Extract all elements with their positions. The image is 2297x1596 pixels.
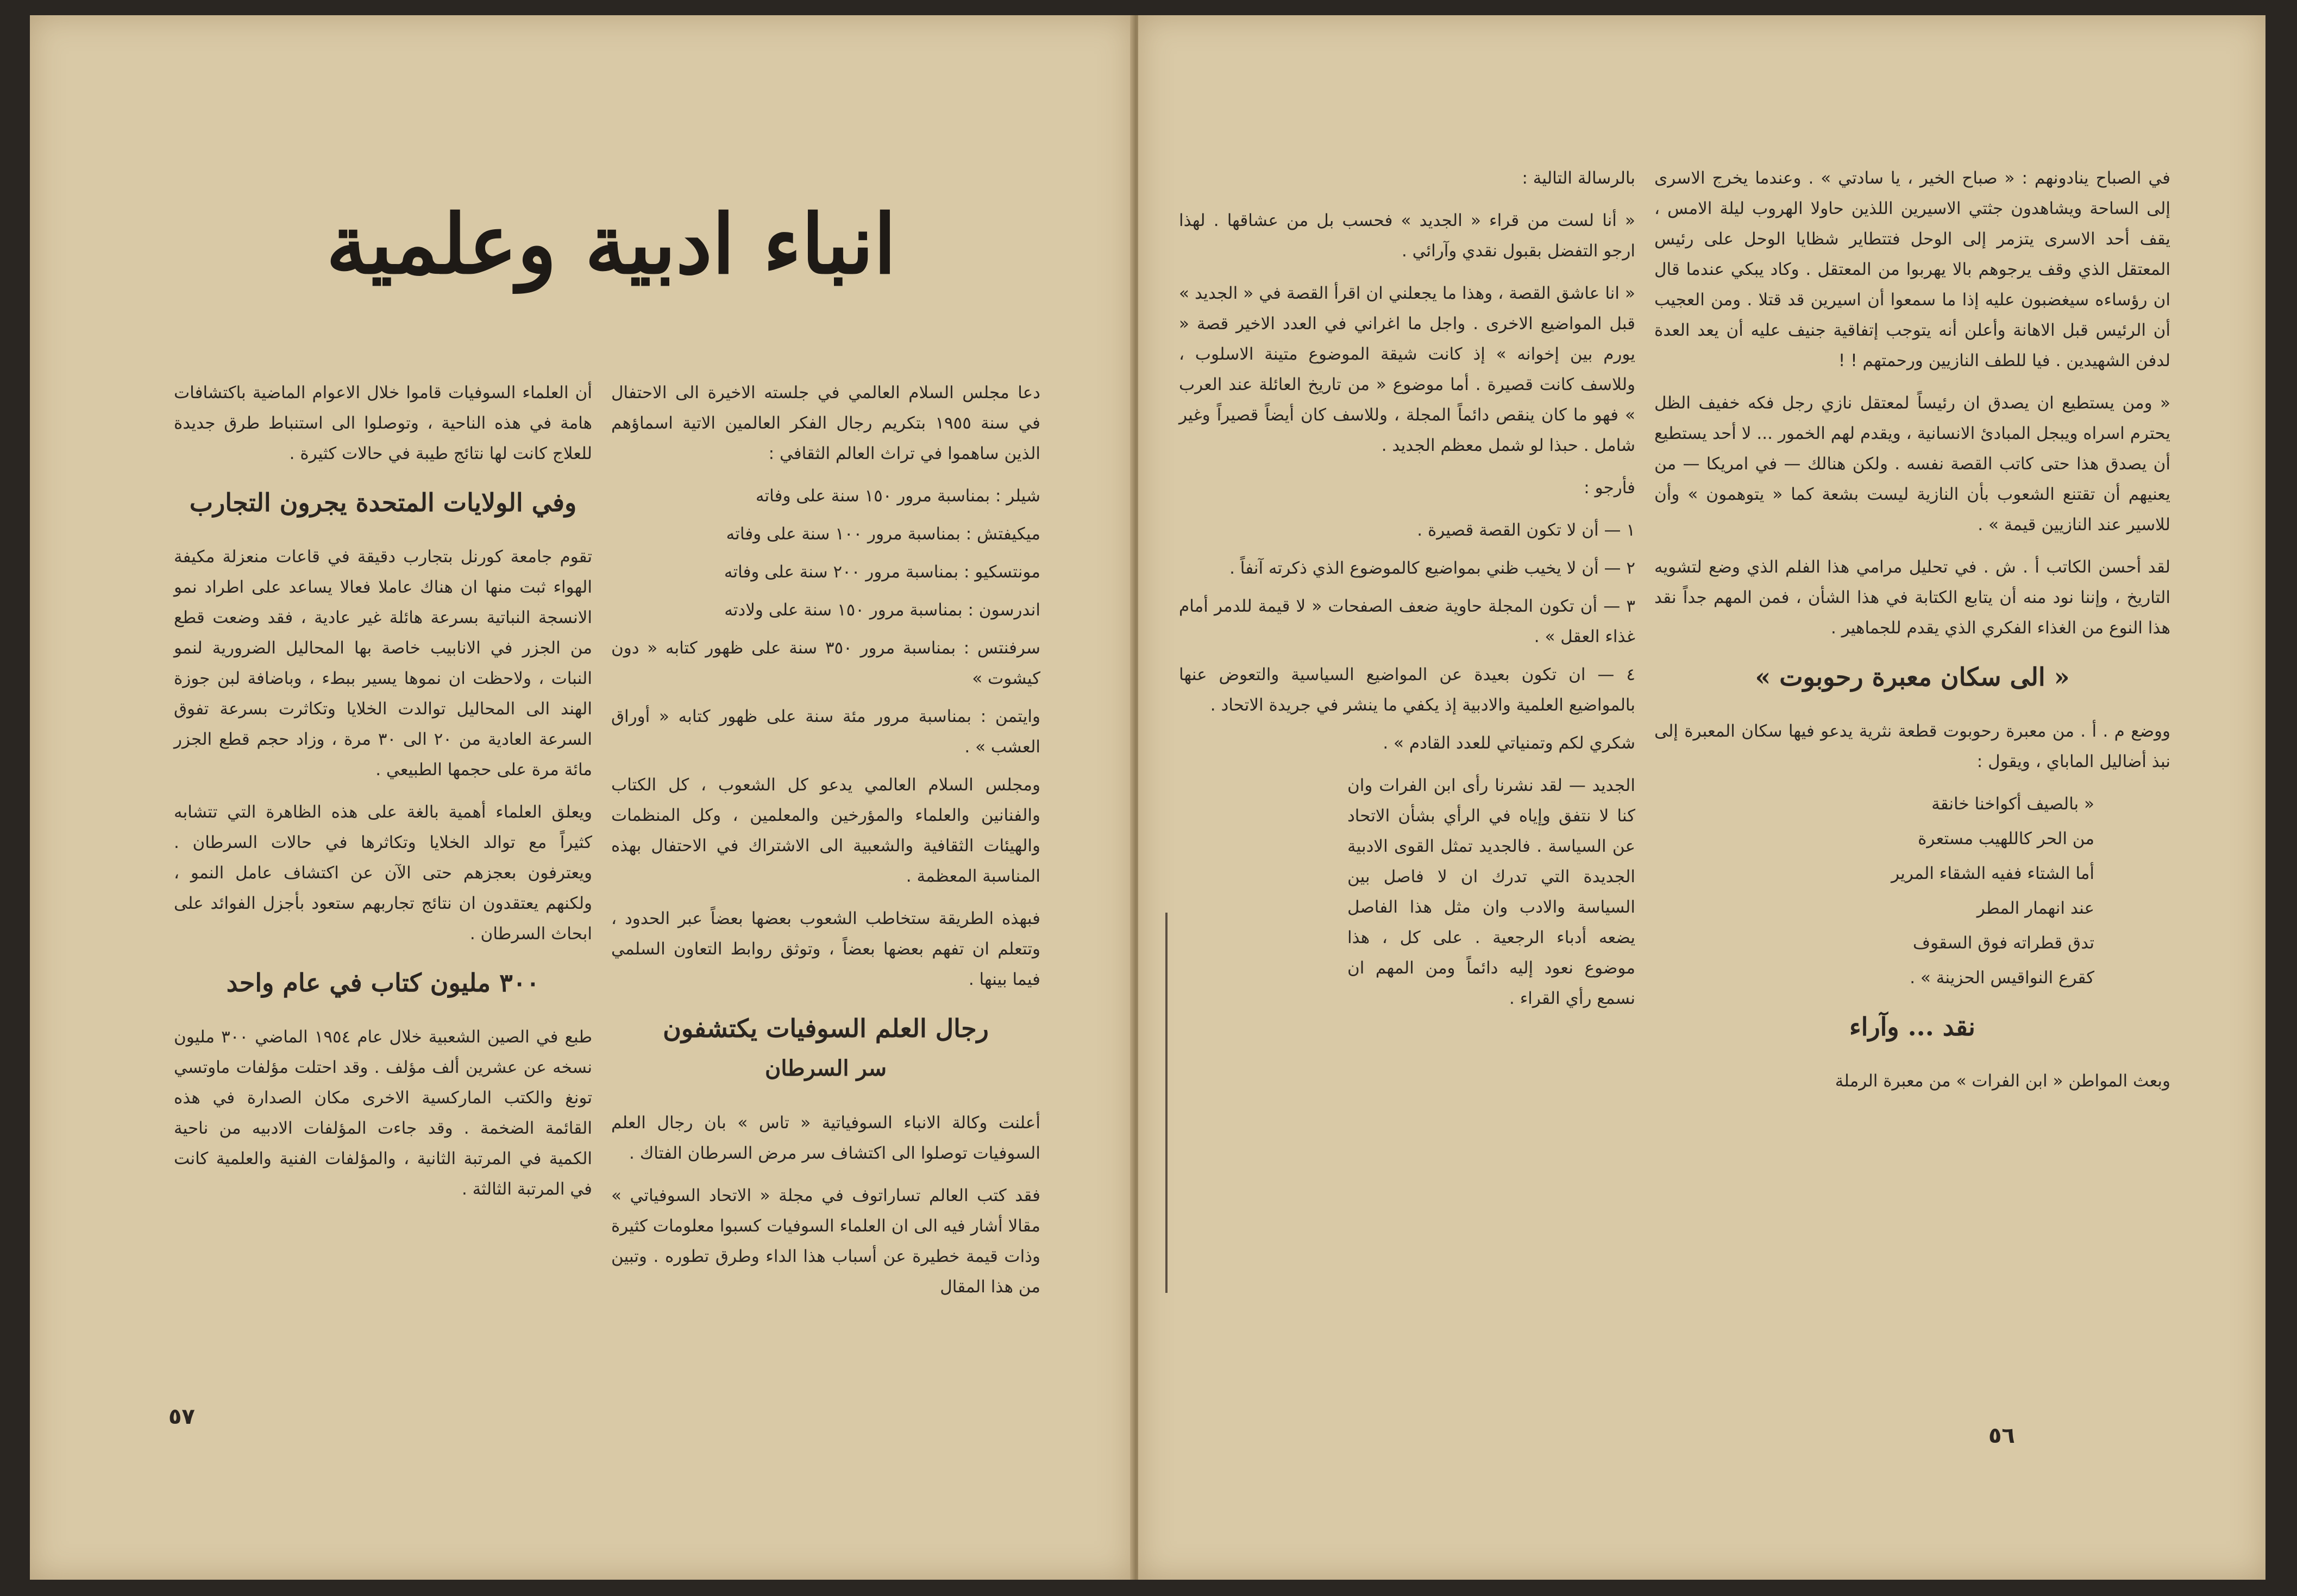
- paragraph: « انا عاشق القصة ، وهذا ما يجعلني ان اقرأ القصة في « الجديد » قبل المواضيع الاخرى . واجل ما اغراني في العدد الاخير قصة « يورم بين إخوانه » إذ كانت شيقة الموضوع متينة الاسلوب ، وللاسف كانت قصيرة . أما موضوع « من تاريخ العائلة عند العرب » فهو ما كان ينقص دائماً المجلة ، وللاسف كان أيضاً قصيراً وغير شامل . حبذا لو شمل معظم الجديد .: [1179, 284, 1635, 455]
- list-item: ٤ — ان تكون بعيدة عن المواضيع السياسية والتعوض عنها بالمواضيع العلمية والادبية إذ يكفي ما ينشر في جريدة الاتحاد .: [1179, 665, 1635, 715]
- paragraph: وبعث المواطن « ابن الفرات » من معبرة الرملة: [1835, 1071, 2170, 1091]
- left-page-column-left: [174, 378, 592, 1216]
- poem-line: كقرع النواقيس الحزينة » .: [1910, 968, 2094, 988]
- poem-line: عند انهمار المطر: [1976, 898, 2094, 918]
- paragraph: دعا مجلس السلام العالمي في جلسته الاخيرة الى الاحتفال في سنة ١٩٥٥ بتكريم رجال الفكر العالمين الاتية اسماؤهم الذين ساهموا في تراث العالم الثقافي :: [611, 383, 1040, 463]
- list-item: شيلر : بمناسبة مرور ١٥٠ سنة على وفاته: [755, 486, 1040, 506]
- paragraph: فقد كتب العالم تساراتوف في مجلة « الاتحاد السوفياتي » مقالا أشار فيه الى ان العلماء السوفيات كسبوا معلومات كثيرة وذات قيمة خطيرة عن أسباب هذا الداء وطرق تطوره . وتبين من هذا المقال: [611, 1186, 1040, 1297]
- poem-line: تدق قطراته فوق السقوف: [1912, 933, 2094, 953]
- paragraph: فبهذه الطريقة ستخاطب الشعوب بعضها بعضاً عبر الحدود ، وتتعلم ان تفهم بعضها بعضاً ، وتوثق روابط التعاون السلمي فيما بينها .: [611, 909, 1040, 989]
- paragraph: ويعلق العلماء أهمية بالغة على هذه الظاهرة التي تتشابه كثيراً مع توالد الخلايا وتكاثرها في حالات السرطان . ويعترفون بعجزهم حتى الآن عن اكتشاف عامل النمو ، ولكنهم يعتقدون ان نتائج تجاربهم ستعود بأجزل الفوائد على ابحاث السرطان .: [174, 802, 592, 944]
- left-page-column-right: [611, 378, 1040, 1314]
- paragraph: فأرجو :: [1584, 478, 1635, 498]
- list-item: اندرسون : بمناسبة مرور ١٥٠ سنة على ولادته: [724, 600, 1040, 620]
- list-item: ميكيفتش : بمناسبة مرور ١٠٠ سنة على وفاته: [726, 524, 1040, 544]
- us-experiments-heading: وفي الولايات المتحدة يجرون التجارب: [189, 488, 577, 517]
- poem: [1676, 789, 2094, 993]
- paragraph: في الصباح ينادونهم : « صباح الخير ، يا سادتي » . وعندما يخرج الاسرى إلى الساحة ويشاهدون جثتي الاسيرين اللذين حاولا الهروب ليلة الامس ، يقف أحد الاسرى يتزمر إلى الوحل فتتطاير شظايا الوحل على رئيس المعتقل الذي وقف يرجوهم بالا يهربوا من المعتقل . وكاد يبكي عندما قال ان رؤساءه سيغضبون عليه إذا ما سمعوا أن اسيرين قد قتلا . ومن العجيب أن الرئيس قبل الاهانة وأعلن أنه يتوجب إتفاقية جنيف عليه أن يعد العدة لدفن الشهيدين . فيا للطف النازيين ورحمتهم ! !: [1654, 168, 2170, 370]
- page-number-left: ٥٧: [168, 1404, 195, 1429]
- editorial-reply: الجديد — لقد نشرنا رأى ابن الفرات وان كنا لا نتفق وإياه في الرأي بشأن الاتحاد عن السياسة . فالجديد تمثل القوى الادبية الجديدة التي تدرك ان لا فاصل بين السياسة والادب وان مثل هذا الفاصل يضعه أدباء الرجعية . على كل ، هذا موضوع نعود إليه دائماً ومن المهم ان نسمع رأي القراء .: [1347, 776, 1635, 1008]
- list-item: وايتمن : بمناسبة مرور مئة سنة على ظهور كتابه « أوراق العشب » .: [611, 707, 1040, 757]
- list-item: ٣ — أن تكون المجلة حاوية ضعف الصفحات « لا قيمة للدمر أمام غذاء العقل » .: [1179, 596, 1635, 646]
- critique-heading: نقد ... وآراء: [1849, 1012, 1975, 1041]
- list-item: ٢ — أن لا يخيب ظني بمواضيع كالموضوع الذي ذكرته آنفاً .: [1229, 558, 1635, 578]
- paragraph: أعلنت وكالة الانباء السوفياتية « تاس » بان رجال العلم السوفيات توصلوا الى اكتشاف سر مرض السرطان الفتاك .: [611, 1113, 1040, 1163]
- paragraph: ووضع م . أ . من معبرة رحوبوت قطعة نثرية يدعو فيها سكان المعبرة إلى نبذ أضاليل الماباي ، ويقول :: [1654, 721, 2170, 771]
- list-item: مونتسكيو : بمناسبة مرور ٢٠٠ سنة على وفاته: [724, 562, 1040, 582]
- right-page-column-right: [1654, 163, 2170, 1108]
- editor-reply-rule: [1165, 913, 1168, 1293]
- paragraph: طبع في الصين الشعبية خلال عام ١٩٥٤ الماضي ٣٠٠ مليون نسخه عن عشرين ألف مؤلف . وقد احتلت مؤلفات ماوتسي تونغ والكتب الماركسية الاخرى مكان الصدارة في هذه القائمة الضخمة . وقد جاءت المؤلفات الادبيه من ناحية الكمية في المرتبة الثانية ، والمؤلفات الفنية والعلمية كانت في المرتبة الثالثة .: [174, 1027, 592, 1199]
- list-item: سرفنتس : بمناسبة مرور ٣٥٠ سنة على ظهور كتابه « دون كيشوت »: [611, 638, 1040, 688]
- paragraph: بالرسالة التالية :: [1522, 168, 1635, 188]
- list-item: ١ — أن لا تكون القصة قصيرة .: [1417, 520, 1635, 540]
- soviet-scientists-heading: رجال العلم السوفيات يكتشفون: [663, 1014, 989, 1043]
- poem-line: « بالصيف أكواخنا خانقة: [1931, 794, 2094, 814]
- poem-line: من الحر كاللهيب مستعرة: [1918, 829, 2094, 849]
- books-heading: ٣٠٠ مليون كتاب في عام واحد: [226, 968, 540, 997]
- paragraph: لقد أحسن الكاتب أ . ش . في تحليل مرامي هذا الفلم الذي وضع لتشويه التاريخ ، وإننا نود منه أن يتابع الكتابة في هذا الشأن ، فمن المهم جداً نقد هذا النوع من الغذاء الفكري الذي يقدم للجماهير .: [1654, 557, 2170, 638]
- section-title: انباء ادبية وعلمية: [326, 197, 896, 292]
- paragraph: « ومن يستطيع ان يصدق ان رئيساً لمعتقل نازي رجل فكه خفيف الظل يحترم اسراه ويبجل المبادئ الانسانية ، ويقدم لهم الخمور ... لا أحد يستطيع أن يصدق هذا حتى كاتب القصة نفسه . ولكن هنالك — في امريكا — من يعنيهم أن تقتنع الشعوب بأن النازية ليست بشعة كما « يتوهمون » وأن للاسير عند النازيين قيمة » .: [1654, 393, 2170, 535]
- paragraph: ومجلس السلام العالمي يدعو كل الشعوب ، كل الكتاب والفنانين والعلماء والمؤرخين والمعلمين ، وكل المنظمات والهيئات الثقافية والشعبية الى الاشتراك في الاحتفال بهذه المناسبة المعظمة .: [611, 775, 1040, 886]
- cancer-subheading: سر السرطان: [765, 1055, 887, 1081]
- intro-paragraph: أن العلماء السوفيات قاموا خلال الاعوام الماضية باكتشافات هامة في هذه الناحية ، وتوصلوا الى استنباط طرق جديدة للعلاج كانت لها نتائج طيبة في حالات كثيرة .: [174, 383, 592, 463]
- rehovot-heading: « الى سكان معبرة رحوبوت »: [1755, 662, 2070, 692]
- paragraph: « أنا لست من قراء « الجديد » فحسب بل من عشاقها . لهذا ارجو التفضل بقبول نقدي وآرائي .: [1179, 211, 1635, 261]
- page-number-right: ٥٦: [1988, 1423, 2015, 1448]
- paragraph: تقوم جامعة كورنل بتجارب دقيقة في قاعات منعزلة مكيفة الهواء ثبت منها ان هناك عاملا فعالا يساعد على اطراد نمو الانسجة النباتية بسرعة هائلة غير عادية ، فقد وضعت قطع من الجزر في الانابيب خاصة بها المحاليل الضرورية لنمو النبات ، ولاحظت ان نموها يسير ببطء ، وباضافة لبن جوزة الهند الى المحاليل توالدت الخلايا وتكاثرت بسرعة تفوق السرعة العادية من ٢٠ الى ٣٠ مرة ، وزاد حجم قطع الجزر مائة مرة على حجمها الطبيعي .: [174, 547, 592, 780]
- poem-line: أما الشتاء ففيه الشقاء المرير: [1891, 864, 2094, 883]
- closing-line: شكري لكم وتمنياتي للعدد القادم » .: [1383, 733, 1635, 753]
- right-page-column-left: [1179, 163, 1635, 1026]
